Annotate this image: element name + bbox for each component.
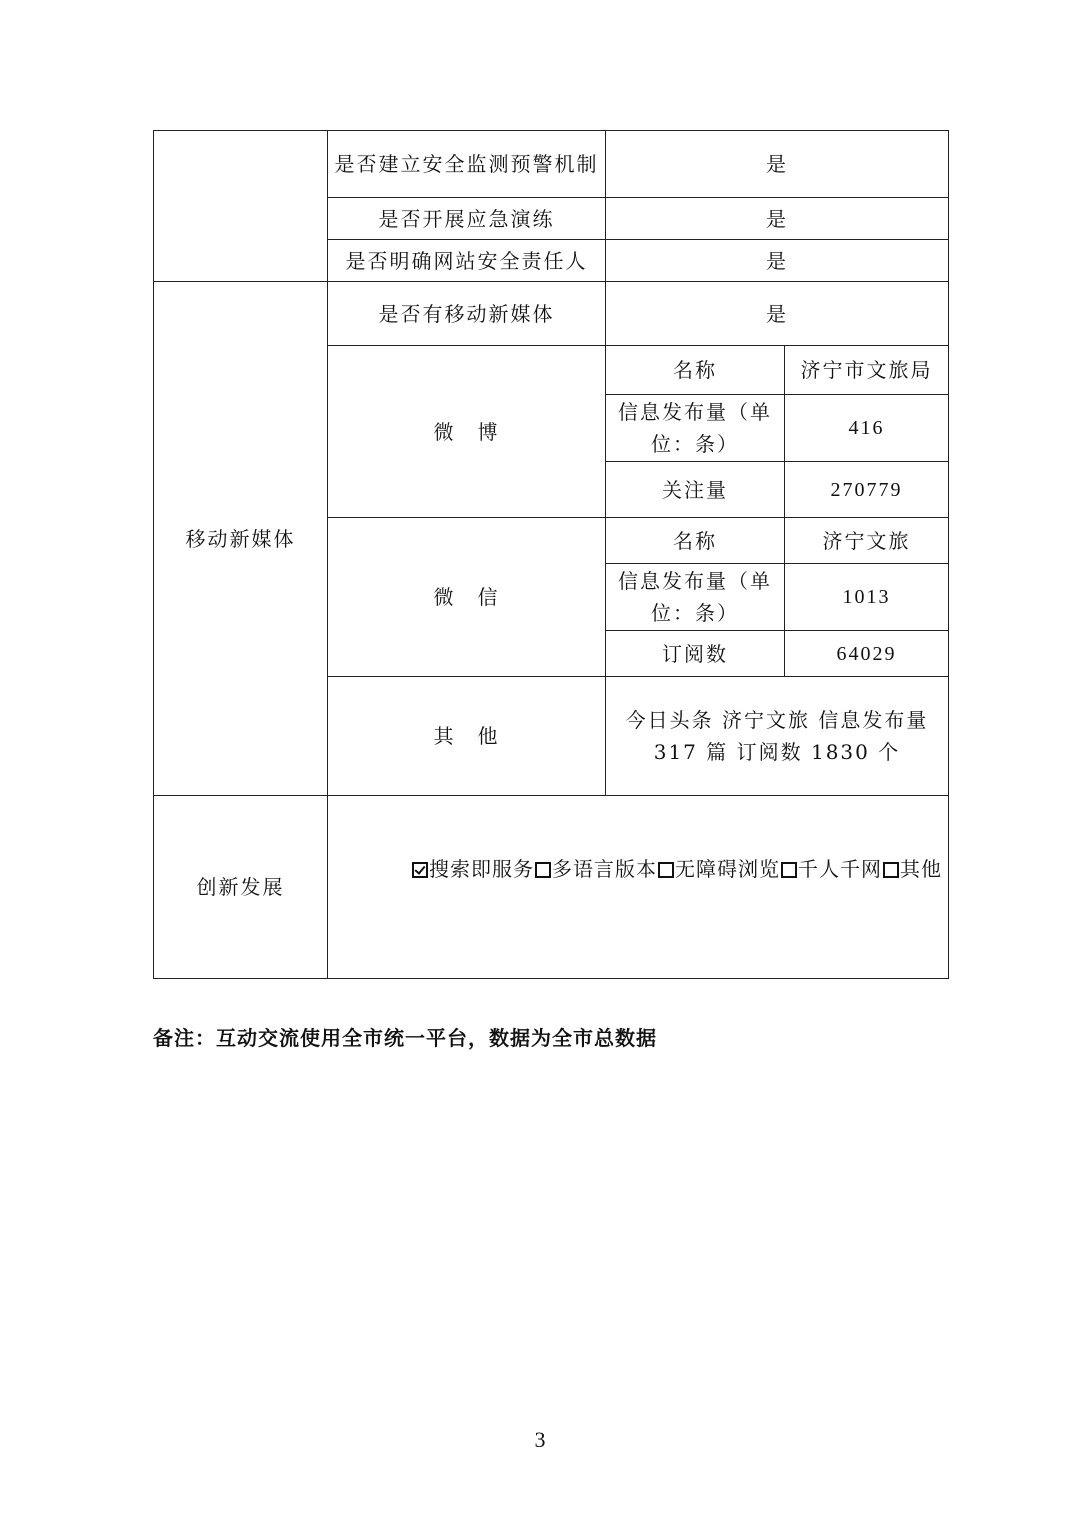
weibo-name-value: 济宁市文旅局: [785, 346, 949, 395]
row-value: 是: [606, 198, 949, 240]
checkbox-icon[interactable]: [658, 862, 674, 878]
page-number: 3: [534, 1427, 546, 1452]
footnote: 备注：互动交流使用全市统一平台，数据为全市总数据: [153, 1026, 657, 1050]
row-label: 是否有移动新媒体: [328, 282, 606, 346]
section-innovation: 创新发展: [154, 796, 328, 979]
weibo-follow-value: 270779: [785, 462, 949, 518]
checkbox-checked-icon[interactable]: [412, 862, 428, 878]
wechat-count-value: 1013: [785, 564, 949, 631]
weibo-count-label: 信息发布量（单位：条）: [606, 395, 785, 462]
blank-section-cell: [154, 131, 328, 282]
innovation-options: [334, 853, 942, 885]
option-label: 无障碍浏览: [675, 857, 780, 881]
row-value: 是: [606, 282, 949, 346]
checkbox-icon[interactable]: [883, 862, 899, 878]
option-label: 其他: [900, 857, 942, 881]
checkbox-icon[interactable]: [781, 862, 797, 878]
wechat-follow-label: 订阅数: [606, 631, 785, 677]
other-label: 其 他: [328, 677, 606, 796]
wechat-name-value: 济宁文旅: [785, 518, 949, 564]
row-value: 是: [606, 240, 949, 282]
innovation-options-cell: [328, 796, 949, 979]
wechat-name-label: 名称: [606, 518, 785, 564]
row-label: 是否明确网站安全责任人: [328, 240, 606, 282]
wechat-follow-value: 64029: [785, 631, 949, 677]
option-label: 千人千网: [798, 857, 882, 881]
option-label: 多语言版本: [552, 857, 657, 881]
weibo-label: 微 博: [328, 346, 606, 518]
wechat-label: 微 信: [328, 518, 606, 677]
weibo-name-label: 名称: [606, 346, 785, 395]
row-label: 是否建立安全监测预警机制: [328, 131, 606, 198]
row-label: 是否开展应急演练: [328, 198, 606, 240]
other-value: 今日头条 济宁文旅 信息发布量 317 篇 订阅数 1830 个: [606, 677, 949, 796]
row-value: 是: [606, 131, 949, 198]
weibo-count-value: 416: [785, 395, 949, 462]
section-mobile-media: 移动新媒体: [154, 282, 328, 796]
data-table: [153, 130, 949, 979]
option-label: 搜索即服务: [429, 857, 534, 881]
weibo-follow-label: 关注量: [606, 462, 785, 518]
checkbox-icon[interactable]: [535, 862, 551, 878]
wechat-count-label: 信息发布量（单位：条）: [606, 564, 785, 631]
